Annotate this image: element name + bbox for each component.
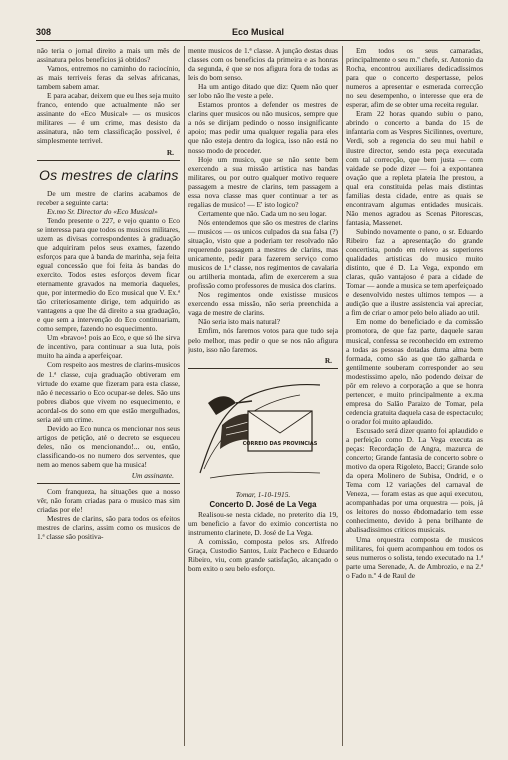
article-paragraph: Nós entendemos que são os mestres de clarins — musicos — os unicos culpados da sua falsa (?) situação, visto que a poderiam ter resolvado não requerendo passagem a mestres de clarins, mas unicamente, pedir para fazerem serviço como musicos de 1.ª classe, nos regimentos de cavalaria ou artilheria montada, afim de exercerem a sua profissão como professores de musica dos clarins. [188, 217, 338, 291]
divider [37, 483, 180, 484]
column-divider [184, 46, 185, 746]
letter-signature: Um assinante. [131, 471, 174, 481]
article-paragraph: A comissão, composta pelos srs. Alfredo Graça, Custodio Santos, Luiz Pacheco e Eduardo Ribeiro, viu, com grande satisfação, alcançado o bom exito o seu belo esforço. [188, 536, 338, 574]
article-paragraph: Em todos os seus camaradas, principalmente o seu m.º chefe, sr. Antonio da Rocha, encontrou auxiliares dedicadissimos para que o concerto despertasse, pelos numeros a apresentar e esmerada correcção no seu desempenho, o interesse que era de esperar, afim de se obter uma receita regular. [346, 46, 483, 110]
correspondence-illustration [190, 373, 335, 488]
article-paragraph: Não seria isto mais natural? [198, 317, 281, 327]
signature: R. [324, 355, 332, 365]
article-heading: Os mestres de clarins [39, 166, 179, 183]
article-paragraph: Escusado será dizer quanto foi aplaudido e a perfeição como D. La Vega executa as peças: Recordação de Angra, mazurca de concerto; Grande fantasia de concerto sobre o motivo da opera Rigoleto, Bacci; Grande solo da opera Molinero de Subisa, Ondrid, e o Tema com 12 variações del carnaval de Veneza, — foram estas as que aqui executou, acompanhadas por uma orquestra — pois, já os leitores do nosso ébdomadario tem esse conhecimento, devido à pena brilhante de abalisadissimos criticos musicais. [346, 425, 483, 535]
stamp-text: CORREIO DAS PROVINCIAS [242, 440, 318, 447]
article-paragraph: Certamente que não. Cada um no seu logar. [198, 208, 327, 218]
article-paragraph: Uma orquestra composta de musicos militares, foi quem acompanhou em todos os seus numeros o solista, tendo executado na 1.ª parte uma Serenade, A. de Ambrozio, e na 2.ª o Fado n.º 4 de Raul de [346, 534, 483, 580]
article-paragraph: Com franqueza, ha situações que a nosso vêr, não foram criadas para o musico mas sim criadas por ele! [37, 487, 180, 515]
page-header [36, 24, 480, 41]
article-paragraph: Emfim, nós faremos votos para que tudo seja pelo melhor, mas pedir o que se nos não afigura justo, isso não faremos. [188, 326, 338, 354]
letter-salutation: Ex.mo Sr. Director do «Eco Musical» [47, 206, 158, 216]
page-number: 308 [36, 27, 52, 37]
divider [37, 160, 180, 161]
concert-title: Concerto D. José de La Vega [209, 499, 317, 509]
article-paragraph: Em nome do beneficiado e da comissão promotora, de que faz parte, daquele sarau musical, confessa se reconhecido em extremo a todas as pessoas dotadas duma alma bem formada, como são as que tão galharda e gentilmente souberam corresponder ao seu modestissimo apelo, não podendo deixar de pôr em relevo a corporação a que se honra pertencer, e muito principalmente a ex.ma empresa do Salão Paraizo de Tomar, pela cedencia gratuita daquela casa de espectaculo; o orador foi muito aplaudido. [346, 317, 483, 426]
article-paragraph: Eram 22 horas quando subiu o pano, abrindo o concerto a banda do 15 de infantaria com as Vespres Sicilinnes, overture, Verdi, sob a regencia do seu mui habil e ilustre director, sendo esta peça executada com tal correcção, que bem justa — com vaidade se pode dizer — foi a expontanea ovação que a repleta plateia lhe prestou, a qual era constituida pelas mais distintas familias desta cidade, entre as quais se encontravam algumas entidades musicais. Não menos agradou as Scenas Pitorescas, fantasia, Massenet. [346, 109, 483, 227]
article-paragraph: Realisou-se nesta cidade, no preterito dia 19, um beneficio a favor do eximio concertista no instrumento clarinete, D. José de La Vega. [188, 509, 338, 537]
article-paragraph: não teria o jornal direito a mais um mês de assinatura pelos benefícios já obtidos? [37, 46, 180, 65]
letter-paragraph: Um «bravo»! pois ao Eco, e que só lhe sirva de incentivo, para continuar a sua luta, pois muito ha ainda a aperfeiçoar. [37, 333, 180, 361]
letter-paragraph: Devido ao Eco nunca os mencionar nos seus artigos de petição, até o decreto se esqueceu deles, não os mencionando!... ou, então, classificando-os no numero dos serventes, que nem ao menos sabem que ha musica! [37, 423, 180, 469]
article-paragraph: Mestres de clarins, são para todos os efeitos mestres de clarins, assim como os musicos de 1.ª classe são positiva- [37, 514, 180, 542]
column-divider [342, 46, 343, 746]
letter-paragraph: Tendo presente o 227, e vejo quanto o Eco se interessa para que todos os musicos militares, uzem as divisas correspondentes à graduação que adquiriram pelos seus exames, fazendo esforços para que à banda de marinha, seja feita egual concessão que foi feita às bandas do exercito. Todos estes esforços devem ficar eternamente gravados na memoria daqueles, que, por intermedio do Eco musical que V. Ex.ª tão criteriosamente dirige, tem adquirido as vantagens a que lhe dá direito a sua graduação, e que sem a intervenção do Eco continuariam, como sempre, fazendo no esquecimento. [37, 215, 180, 334]
column-3 [346, 46, 483, 580]
article-paragraph: mente musicos de 1.ª classe. A junção destas duas classes com os beneficios da primeira e as honras da segunda, é que se nos afigura fora de todas as leis do bom senso. [188, 46, 338, 83]
article-paragraph: Ha um antigo ditado que diz: Quem não quer ser lobo não lhe veste a pele. [188, 82, 338, 101]
column-2 [188, 46, 338, 573]
envelope-icon [243, 411, 318, 451]
article-paragraph: Nos regimentos onde existisse musicos exercendo essa missão, não seria preenchida a vaga de mestre de clarins. [188, 290, 338, 318]
article-paragraph: Vamos, entremos no caminho do raciocínio, as mais terriveis feras da selvas africanas, tambem sabem amar. [37, 64, 180, 92]
article-paragraph: Hoje um musico, que se não sente bem exercendo a sua missão artística nas bandas militares, ou por outro qualquer motivo requere passagem a mestre de clarins, tem passagem a essa nova classe mas quer continuar a ter as regalias de musico! — E' isto logico? [188, 154, 338, 209]
signature: R. [166, 147, 174, 157]
letter-paragraph: Com respeito aos mestres de clarins-musicos de 1.ª classe, cuja graduação obtiveram em virtude do exame que fizeram para esta classe, não é necessario o Eco ocupar-se deles. São uns pobres diabos que vivem no esquecimento, e acordal-os do sono em que estão mergulhados, seria até um crime. [37, 360, 180, 424]
illustration-caption: Tomar, 1-10-1915. [235, 489, 291, 499]
divider [188, 368, 338, 369]
article-paragraph: Estamos prontos a defender os mestres de clarins quer musicos ou não musicos, sempre que a nós se dirijam pedindo o nosso insignificante apoio; mas pedir uma qualquer regalia para eles que não esteja dentro da logica, isso não está no nosso modo de proceder. [188, 100, 338, 155]
article-paragraph: E para acabar, deixem que eu lhes seja muito franco, entendo que actualmente não ser assinante do «Eco Musical» — os musicos militares — é um crime, mas desisto da assinatura, não tem classificação possível, é simplesmente terrivel. [37, 91, 180, 146]
column-1 [37, 46, 180, 541]
article-paragraph: Subindo novamente o pano, o sr. Eduardo Ribeiro faz a apresentação do grande concertista, pondo em relevo as superiores qualidades artisticas do musico muito distinto, que é D. La Vega, expondo em claras, quão vantajoso é para a cidade de Tomar — aonde a musica se tem aperfeiçoado e desenvolvido nestes ultimos tempos — a audição que a ilustre assistencia vai apreciar, a fim de criar o amor pelo belo aliado ao util. [346, 226, 483, 318]
publication-title: Eco Musical [231, 27, 285, 37]
article-intro: De um mestre de clarins acabamos de receber a seguinte carta: [37, 188, 180, 207]
